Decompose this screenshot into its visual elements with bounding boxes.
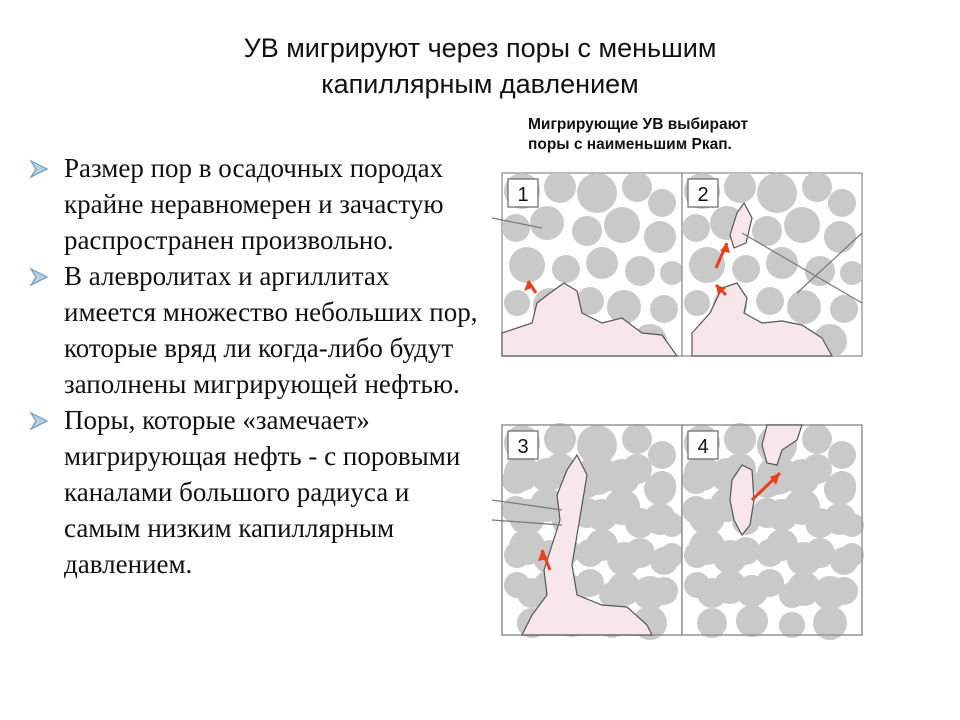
panel-label: 2 [697, 184, 709, 206]
arrowhead-bullet-icon [28, 266, 50, 288]
panel-label: 1 [517, 184, 529, 206]
bullet-list [28, 150, 478, 582]
panel-3 [492, 423, 684, 640]
panel-label: 3 [517, 436, 529, 458]
caption-line-2: поры с наименьшим Ркап. [528, 136, 732, 153]
panel-4 [682, 423, 864, 640]
pore-migration-figure [490, 165, 870, 645]
arrowhead-bullet-icon [28, 158, 50, 180]
panel-2 [682, 171, 864, 358]
bullet-text: Поры, которые «замечает» мигрирующая нефть - с поровыми каналами большого радиуса и самым низким капиллярным давлением. [64, 405, 461, 579]
panel-1 [492, 171, 684, 358]
title-line-1: УВ мигрируют через поры с меньшим [243, 33, 717, 63]
slide-title [0, 30, 960, 102]
bullet-text: В алевролитах и аргиллитах имеется множество небольших пор, которые вряд ли когда-либо будут заполнены мигрирующей нефтью. [64, 261, 478, 399]
bullet-item [28, 150, 478, 258]
caption-line-1: Мигрирующие УВ выбирают [528, 116, 749, 133]
bullet-item [28, 258, 478, 402]
arrowhead-bullet-icon [28, 410, 50, 432]
panel-label: 4 [697, 436, 709, 458]
figure-caption [528, 115, 748, 155]
bullet-item [28, 402, 478, 582]
title-line-2: капиллярным давлением [321, 69, 639, 99]
bullet-text: Размер пор в осадочных породах крайне неравномерен и зачастую распространен произвольно. [64, 153, 444, 255]
